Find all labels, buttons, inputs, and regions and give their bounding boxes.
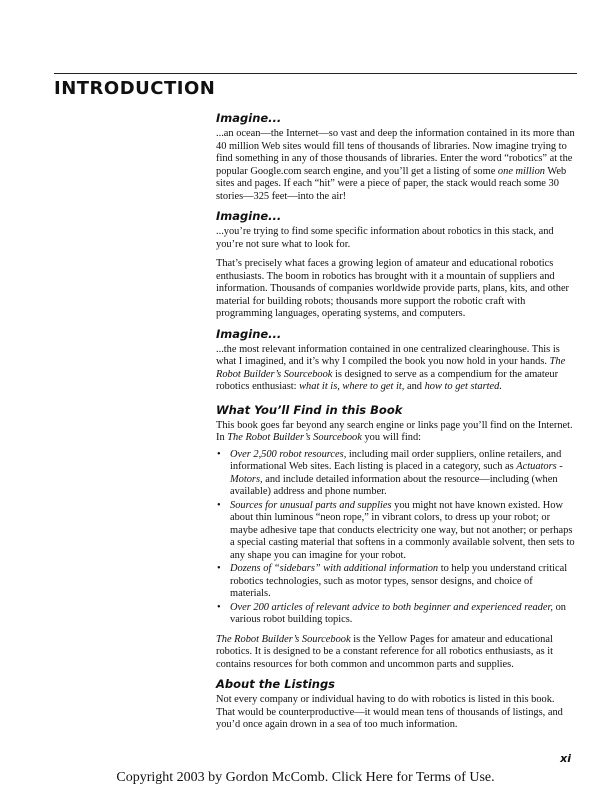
- paragraph-stack: ...you’re trying to find some specific information about robotics in this stack, and you’re not sure what to look for.: [216, 226, 554, 250]
- section-heading-find: What You’ll Find in this Book: [216, 402, 403, 417]
- feature-list: [216, 449, 575, 627]
- list-item: • Over 200 articles of relevant advice to both beginner and experienced reader, on various robot building topics.: [216, 602, 575, 627]
- list-item: • Sources for unusual parts and supplies you might not have known existed. How about thin luminous “neon rope,” in vibrant colors, to dress up your robot; or maybe adhesive tape that conducts electricity one way, but not another; or perhaps a special casting material that softens in a commonly available solvent, then sets to any shape you can imagine for your robot.: [216, 500, 575, 563]
- section-heading-imagine-1: Imagine...: [216, 111, 282, 125]
- list-item: • Over 2,500 robot resources, including mail order suppliers, online retailers, and informational Web sites. Each listing is placed in a category, such as Actuators - Motors, and include detailed information about the resource—including (when available) address and phone number.: [216, 449, 575, 499]
- chapter-title: INTRODUCTION: [54, 78, 216, 99]
- paragraph-yellow-pages: The Robot Builder’s Sourcebook is the Yellow Pages for amateur and educational robotics. It is designed to be a constant reference for all robotics enthusiasts, as it contains resources for both common and uncommon parts and supplies.: [216, 633, 554, 670]
- page-number: xi: [560, 752, 571, 765]
- paragraph-legion: That’s precisely what faces a growing legion of amateur and educational robotics enthusiasts. The boom in robotics has brought with it a mountain of suppliers and information. Thousands of companies worldwide provide parts, plans, kits, and other material for building robots; thousands more support the robotic craft with programming languages, operating systems, and computers.: [216, 258, 570, 319]
- body-column: [216, 112, 575, 739]
- paragraph-find-intro: This book goes far beyond any search engine or links page you’ll find on the Internet. In The Robot Builder’s Sourcebook you will find:: [216, 419, 573, 443]
- copyright-link[interactable]: Copyright 2003 by Gordon McComb. Click Here for Terms of Use.: [116, 770, 495, 785]
- paragraph-ocean: ...an ocean—the Internet—so vast and deep the information contained in its more than 40 million Web sites would fill tens of thousands of libraries. Now imagine trying to find something in any of those thousands of libraries. Enter the word “robotics” at the popular Google.com search engine, and you’ll get a listing of some one million Web sites and pages. If each “hit” were a piece of paper, the stack would reach some 30 stories—325 feet—into the air!: [216, 128, 575, 202]
- section-heading-imagine-3: Imagine...: [216, 326, 282, 341]
- header-rule: [54, 73, 577, 74]
- section-heading-imagine-2: Imagine...: [216, 209, 282, 223]
- list-item: • Dozens of “sidebars” with additional information to help you understand critical robotics technologies, such as motor types, sensor designs, and choice of materials.: [216, 563, 575, 601]
- paragraph-listings: Not every company or individual having to do with robotics is listed in this book. That would be counterproductive—it would mean tens of thousands of listings, and you’d once again drown in a sea of too much information.: [216, 694, 563, 730]
- section-heading-listings: About the Listings: [216, 677, 336, 691]
- paragraph-clearinghouse: ...the most relevant information contained in one centralized clearinghouse. This is what I imagined, and it’s why I compiled the book you now hold in your hands. The Robot Builder’s Sourcebook is designed to serve as a compendium for the amateur robotics enthusiast: what it is, where to get it, and how to get started.: [216, 343, 566, 392]
